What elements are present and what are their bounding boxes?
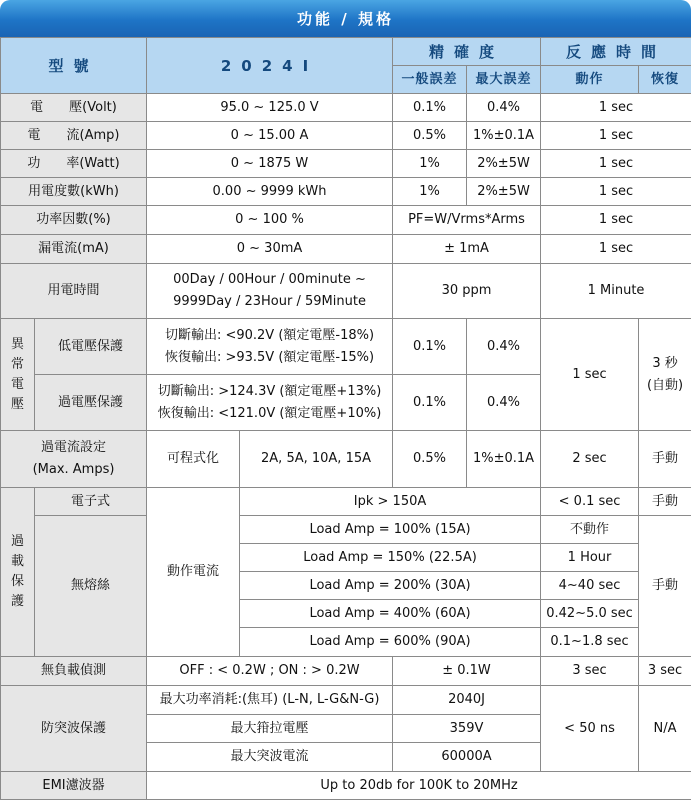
table-row bbox=[1, 488, 691, 516]
surge-item-value: 359V bbox=[393, 715, 541, 743]
usage-time-label: 用電時間 bbox=[1, 264, 147, 319]
table-row bbox=[1, 122, 691, 150]
overcurrent-action: 2 sec bbox=[541, 431, 639, 488]
surge-item-label: 最大突波電流 bbox=[147, 743, 393, 772]
energy-max-error: 2%±5W bbox=[467, 178, 541, 206]
surge-item-label: 最大功率消耗:(焦耳) (L-N, L-G&N-G) bbox=[147, 686, 393, 715]
table-row bbox=[1, 264, 691, 319]
over-voltage-max-error: 0.4% bbox=[467, 375, 541, 431]
response-action-header: 動作 bbox=[541, 66, 639, 94]
power-factor-accuracy: PF=W/Vrms*Arms bbox=[393, 206, 541, 235]
fuseless-condition: Load Amp = 150% (22.5A) bbox=[240, 544, 541, 572]
low-voltage-thresholds bbox=[147, 319, 393, 375]
power-response: 1 sec bbox=[541, 150, 691, 178]
usage-time-accuracy: 30 ppm bbox=[393, 264, 541, 319]
noload-recover: 3 sec bbox=[639, 657, 691, 686]
electronic-action: < 0.1 sec bbox=[541, 488, 639, 516]
fuseless-condition: Load Amp = 600% (90A) bbox=[240, 628, 541, 657]
accuracy-header: 精確度 bbox=[393, 38, 541, 66]
accuracy-general-header: 一般誤差 bbox=[393, 66, 467, 94]
fuseless-action: 1 Hour bbox=[541, 544, 639, 572]
usage-time-range-line2: 9999Day / 23Hour / 59Minute bbox=[173, 294, 366, 309]
overcurrent-recover: 手動 bbox=[639, 431, 691, 488]
leakage-range: 0 ~ 30mA bbox=[147, 235, 393, 264]
surge-item-value: 60000A bbox=[393, 743, 541, 772]
abnormal-voltage-action: 1 sec bbox=[541, 319, 639, 431]
fuseless-condition: Load Amp = 100% (15A) bbox=[240, 516, 541, 544]
voltage-general-error: 0.1% bbox=[393, 94, 467, 122]
energy-range: 0.00 ~ 9999 kWh bbox=[147, 178, 393, 206]
power-general-error: 1% bbox=[393, 150, 467, 178]
surge-recover: N/A bbox=[639, 686, 691, 772]
leakage-response: 1 sec bbox=[541, 235, 691, 264]
over-voltage-recover: 恢復輸出: <121.0V (額定電壓+10%) bbox=[157, 405, 382, 421]
power-range: 0 ~ 1875 W bbox=[147, 150, 393, 178]
energy-response: 1 sec bbox=[541, 178, 691, 206]
abnormal-voltage-group: 異常電壓 bbox=[1, 319, 35, 431]
power-max-error: 2%±5W bbox=[467, 150, 541, 178]
over-voltage-general-error: 0.1% bbox=[393, 375, 467, 431]
leakage-accuracy: ± 1mA bbox=[393, 235, 541, 264]
emi-label: EMI濾波器 bbox=[1, 772, 147, 800]
usage-time-response: 1 Minute bbox=[541, 264, 691, 319]
fuseless-action: 0.1~1.8 sec bbox=[541, 628, 639, 657]
low-voltage-max-error: 0.4% bbox=[467, 319, 541, 375]
table-row bbox=[1, 150, 691, 178]
table-row bbox=[1, 319, 691, 375]
overload-group: 過載保護 bbox=[1, 488, 35, 657]
noload-range: OFF : < 0.2W ; ON : > 0.2W bbox=[147, 657, 393, 686]
noload-label: 無負載偵測 bbox=[1, 657, 147, 686]
current-label: 電 流(Amp) bbox=[1, 122, 147, 150]
fuseless-condition: Load Amp = 400% (60A) bbox=[240, 600, 541, 628]
table-row bbox=[1, 431, 691, 488]
voltage-label: 電 壓(Volt) bbox=[1, 94, 147, 122]
overcurrent-values: 2A, 5A, 10A, 15A bbox=[240, 431, 393, 488]
overcurrent-mode: 可程式化 bbox=[147, 431, 240, 488]
surge-label: 防突波保護 bbox=[1, 686, 147, 772]
energy-general-error: 1% bbox=[393, 178, 467, 206]
fuseless-action: 4~40 sec bbox=[541, 572, 639, 600]
low-voltage-cut: 切斷輸出: <90.2V (額定電壓-18%) bbox=[164, 327, 375, 343]
fuseless-label: 無熔絲 bbox=[35, 516, 147, 657]
usage-time-range-line1: 00Day / 00Hour / 00minute ~ bbox=[173, 272, 366, 287]
surge-item-label: 最大箝拉電壓 bbox=[147, 715, 393, 743]
table-row bbox=[1, 94, 691, 122]
spec-table bbox=[0, 37, 691, 800]
low-voltage-recover: 恢復輸出: >93.5V (額定電壓-15%) bbox=[164, 349, 375, 365]
voltage-range: 95.0 ~ 125.0 V bbox=[147, 94, 393, 122]
current-general-error: 0.5% bbox=[393, 122, 467, 150]
page-title: 功能 / 規格 bbox=[0, 0, 691, 37]
table-row bbox=[1, 178, 691, 206]
electronic-recover: 手動 bbox=[639, 488, 691, 516]
over-voltage-thresholds bbox=[147, 375, 393, 431]
current-response: 1 sec bbox=[541, 122, 691, 150]
abnormal-voltage-recover: 3 秒 (自動) bbox=[639, 319, 691, 431]
low-voltage-general-error: 0.1% bbox=[393, 319, 467, 375]
power-label: 功 率(Watt) bbox=[1, 150, 147, 178]
response-header: 反應時間 bbox=[541, 38, 691, 66]
response-recover-header: 恢復 bbox=[639, 66, 691, 94]
usage-time-range bbox=[147, 264, 393, 319]
current-max-error: 1%±0.1A bbox=[467, 122, 541, 150]
electronic-label: 電子式 bbox=[35, 488, 147, 516]
action-current-label: 動作電流 bbox=[147, 488, 240, 657]
table-row bbox=[1, 206, 691, 235]
table-row bbox=[1, 235, 691, 264]
current-range: 0 ~ 15.00 A bbox=[147, 122, 393, 150]
noload-accuracy: ± 0.1W bbox=[393, 657, 541, 686]
power-factor-label: 功率因數(%) bbox=[1, 206, 147, 235]
over-voltage-label: 過電壓保護 bbox=[35, 375, 147, 431]
noload-action: 3 sec bbox=[541, 657, 639, 686]
surge-action: < 50 ns bbox=[541, 686, 639, 772]
header-row-1 bbox=[1, 38, 691, 66]
fuseless-condition: Load Amp = 200% (30A) bbox=[240, 572, 541, 600]
voltage-response: 1 sec bbox=[541, 94, 691, 122]
energy-label: 用電度數(kWh) bbox=[1, 178, 147, 206]
fuseless-recover: 手動 bbox=[639, 516, 691, 657]
low-voltage-label: 低電壓保護 bbox=[35, 319, 147, 375]
table-row bbox=[1, 772, 691, 800]
surge-item-value: 2040J bbox=[393, 686, 541, 715]
table-row bbox=[1, 686, 691, 715]
fuseless-action: 不動作 bbox=[541, 516, 639, 544]
table-row bbox=[1, 657, 691, 686]
emi-value: Up to 20db for 100K to 20MHz bbox=[147, 772, 691, 800]
overcurrent-general-error: 0.5% bbox=[393, 431, 467, 488]
accuracy-max-header: 最大誤差 bbox=[467, 66, 541, 94]
power-factor-response: 1 sec bbox=[541, 206, 691, 235]
leakage-label: 漏電流(mA) bbox=[1, 235, 147, 264]
overcurrent-label: 過電流設定 (Max. Amps) bbox=[1, 431, 147, 488]
electronic-condition: Ipk > 150A bbox=[240, 488, 541, 516]
over-voltage-cut: 切斷輸出: >124.3V (額定電壓+13%) bbox=[157, 383, 382, 399]
model-header: 型號 bbox=[1, 38, 147, 94]
overcurrent-max-error: 1%±0.1A bbox=[467, 431, 541, 488]
power-factor-range: 0 ~ 100 % bbox=[147, 206, 393, 235]
model-value-header: 2024I bbox=[147, 38, 393, 94]
voltage-max-error: 0.4% bbox=[467, 94, 541, 122]
table-row bbox=[1, 516, 691, 544]
fuseless-action: 0.42~5.0 sec bbox=[541, 600, 639, 628]
